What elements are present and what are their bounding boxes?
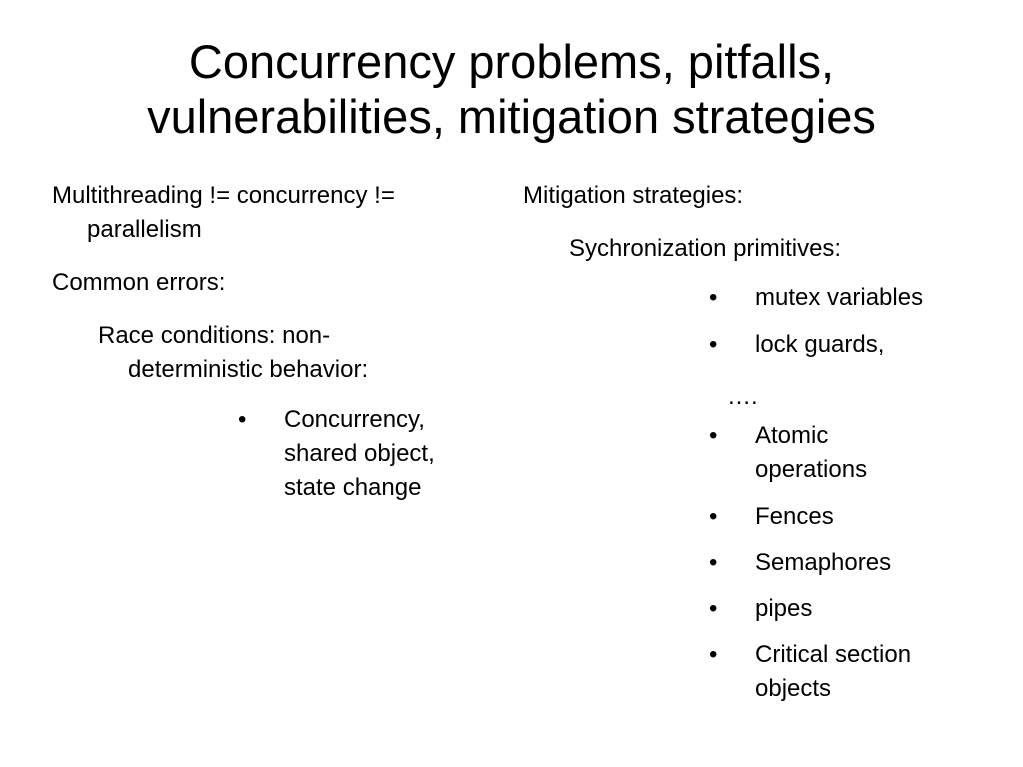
- list-item-text-line-2: objects: [755, 675, 832, 702]
- bullet-text-line-2: shared object,: [284, 440, 435, 467]
- slide-title-line-1: Concurrency problems, pitfalls,: [188, 35, 835, 88]
- slide-title: [0, 34, 1023, 144]
- list-item-text: mutex variables: [755, 284, 924, 311]
- bullet-icon: •: [709, 331, 718, 358]
- bullet-icon: •: [709, 641, 718, 668]
- bullet-icon: •: [238, 406, 247, 433]
- bullet-icon: •: [709, 422, 718, 449]
- sync-primitives-heading: Sychronization primitives:: [569, 235, 842, 262]
- bullet-text-line-1: Concurrency,: [284, 406, 425, 433]
- bullet-text-line-3: state change: [284, 474, 422, 501]
- list-item-text: Fences: [755, 503, 834, 530]
- list-item-text-line-1: Atomic: [755, 422, 829, 449]
- mitigation-heading: Mitigation strategies:: [523, 182, 744, 209]
- bullet-icon: •: [709, 503, 718, 530]
- race-conditions-line-1: Race conditions: non-: [98, 322, 331, 349]
- common-errors-heading: Common errors:: [52, 269, 226, 296]
- bullet-icon: •: [709, 549, 718, 576]
- list-item-text-line-2: operations: [755, 456, 868, 483]
- list-item-text-line-1: Critical section: [755, 641, 912, 668]
- ellipsis: ….: [727, 383, 758, 410]
- bullet-icon: •: [709, 284, 718, 311]
- bullet-icon: •: [709, 595, 718, 622]
- multithreading-line-2: parallelism: [87, 216, 202, 243]
- multithreading-line-1: Multithreading != concurrency !=: [52, 182, 395, 209]
- race-conditions-line-2: deterministic behavior:: [128, 356, 369, 383]
- list-item-text: pipes: [755, 595, 813, 622]
- list-item-text: Semaphores: [755, 549, 892, 576]
- list-item-text: lock guards,: [755, 331, 885, 358]
- slide-title-line-2: vulnerabilities, mitigation strategies: [147, 90, 876, 143]
